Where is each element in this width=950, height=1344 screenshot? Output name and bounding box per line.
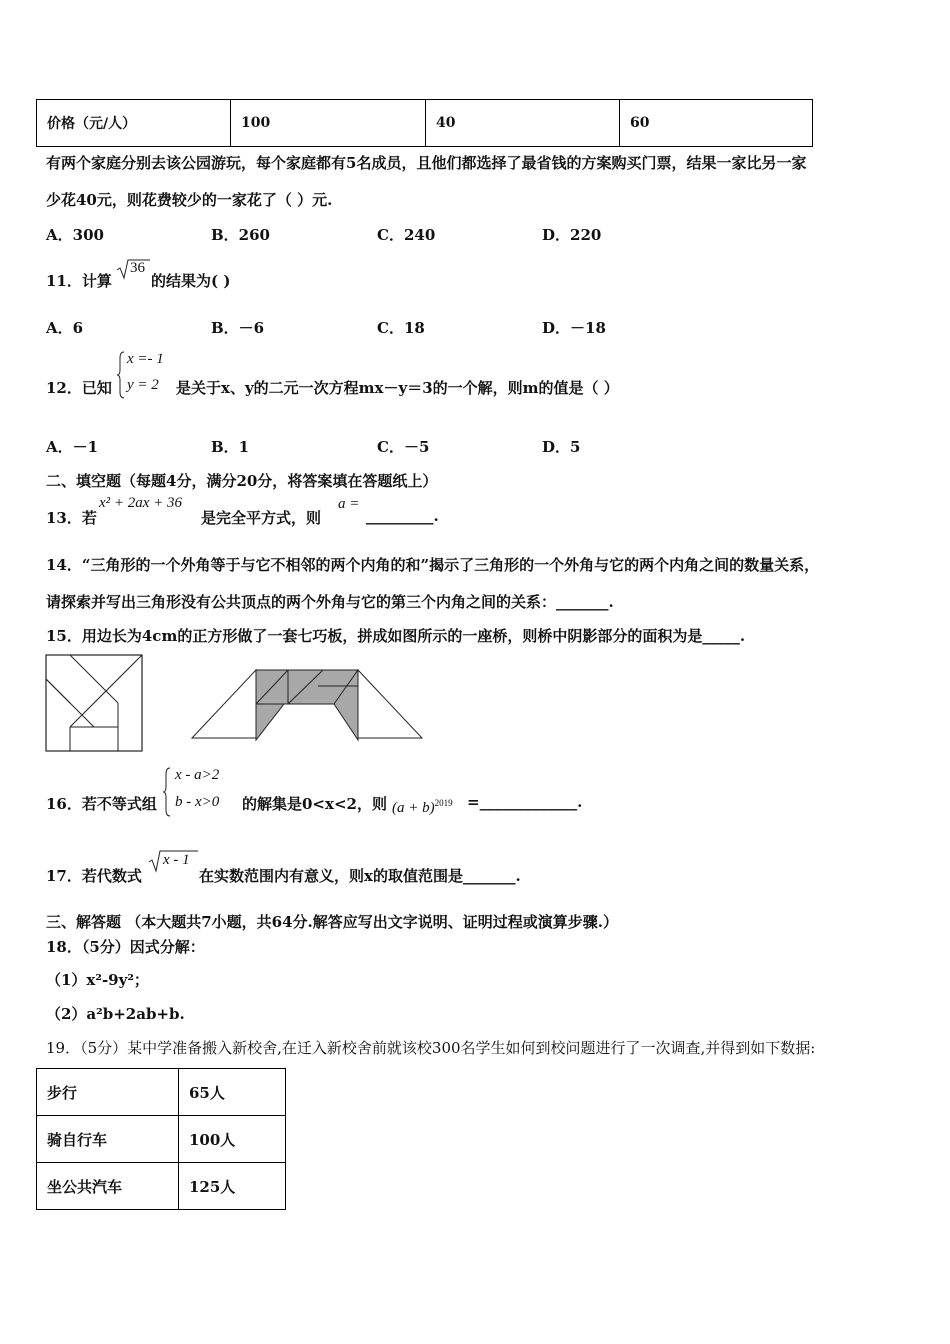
table-row xyxy=(37,1069,286,1116)
table-cell: 坐公共汽车 xyxy=(37,1163,179,1210)
q10-option-d: D．220 xyxy=(542,226,602,244)
table-cell: 125人 xyxy=(179,1163,286,1210)
q10-option-b: B．260 xyxy=(211,226,270,244)
table-cell: 价格（元/人） xyxy=(37,100,231,147)
q18-title: 18．（5分）因式分解： xyxy=(46,938,205,956)
table-cell: 40 xyxy=(426,100,620,147)
q11-option-a: A．6 xyxy=(46,319,84,337)
tangram-square-figure xyxy=(44,653,144,753)
price-table xyxy=(36,99,813,147)
q16-exponent: 2019 xyxy=(434,798,453,808)
inequality-system xyxy=(162,766,242,818)
q16-expression xyxy=(392,798,453,817)
table-cell: 骑自行车 xyxy=(37,1116,179,1163)
table-cell: 60 xyxy=(620,100,813,147)
system-line-2: b - x>0 xyxy=(175,794,220,810)
q14-text-line2: 请探索并写出三角形没有公共顶点的两个外角与它的第三个内角之间的关系：_______. xyxy=(46,593,614,611)
q16-prefix: 16．若不等式组 xyxy=(46,795,157,813)
equation-system xyxy=(116,350,176,400)
table-cell: 65人 xyxy=(179,1069,286,1116)
q16-base: (a + b) xyxy=(392,800,435,816)
table-row xyxy=(37,100,813,147)
section-2-heading: 二、填空题（每题4分，满分20分，将答案填在答题纸上） xyxy=(46,472,438,490)
sqrt-36 xyxy=(116,258,150,280)
table-row xyxy=(37,1116,286,1163)
table-cell: 步行 xyxy=(37,1069,179,1116)
q17-suffix: 在实数范围内有意义，则x的取值范围是_______. xyxy=(199,867,521,885)
q18-part-2: （2）a²b+2ab+b. xyxy=(46,1005,185,1023)
q13-expression: x² + 2ax + 36 xyxy=(99,495,183,511)
q12-suffix: 是关于x、y的二元一次方程mx－y＝3的一个解，则m的值是（ ） xyxy=(176,379,619,397)
radicand: x - 1 xyxy=(163,852,190,868)
q15-text: 15．用边长为4cm的正方形做了一套七巧板，拼成如图所示的一座桥，则桥中阴影部分的面积为是_____. xyxy=(46,627,746,645)
table-row xyxy=(37,1163,286,1210)
q12-option-a: A．－1 xyxy=(46,438,99,456)
q10-option-c: C．240 xyxy=(377,226,436,244)
q18-part-1: （1）x²-9y²； xyxy=(46,971,149,989)
q10-text-line1: 有两个家庭分别去该公园游玩，每个家庭都有5名成员，且他们都选择了最省钱的方案购买门票，结果一家比另一家 xyxy=(46,154,807,172)
section-3-heading: 三、解答题 （本大题共7小题，共64分.解答应写出文字说明、证明过程或演算步骤.） xyxy=(46,913,618,931)
radicand: 36 xyxy=(130,260,145,276)
bridge-figure xyxy=(188,664,428,744)
q12-prefix: 12．已知 xyxy=(46,379,112,397)
q16-middle: 的解集是0<x<2，则 xyxy=(242,795,387,813)
q11-suffix: 的结果为( ) xyxy=(151,272,231,290)
survey-table xyxy=(36,1068,286,1210)
q11-prefix: 11．计算 xyxy=(46,272,112,290)
system-line-1: x =- 1 xyxy=(127,351,164,367)
system-line-2: y = 2 xyxy=(127,377,159,393)
table-cell: 100 xyxy=(231,100,426,147)
q13-variable: a = xyxy=(338,496,360,512)
brace-icon xyxy=(162,766,172,818)
table-cell: 100人 xyxy=(179,1116,286,1163)
sqrt-x-minus-1 xyxy=(148,849,198,873)
q13-answer-blank: _________. xyxy=(366,507,439,525)
q16-answer-blank: =_____________. xyxy=(467,793,583,811)
q12-option-c: C．－5 xyxy=(377,438,430,456)
q11-option-c: C．18 xyxy=(377,319,425,337)
q14-text-line1: 14．“三角形的一个外角等于与它不相邻的两个内角的和”揭示了三角形的一个外角与它的两个内角之间的数量关系， xyxy=(46,556,820,574)
q10-text-line2: 少花40元，则花费较少的一家花了（ ）元. xyxy=(46,191,333,209)
system-line-1: x - a>2 xyxy=(175,767,220,783)
q11-option-b: B．－6 xyxy=(211,319,265,337)
q12-option-d: D．5 xyxy=(542,438,581,456)
q17-prefix: 17．若代数式 xyxy=(46,867,142,885)
q13-middle: 是完全平方式，则 xyxy=(201,509,322,527)
q10-option-a: A．300 xyxy=(46,226,104,244)
q11-option-d: D．－18 xyxy=(542,319,606,337)
q12-option-b: B．1 xyxy=(211,438,250,456)
brace-icon xyxy=(116,350,126,400)
q19-text: 19．（5分）某中学准备搬入新校舍,在迁入新校舍前就该校300名学生如何到校问题进行了一次调查,并得到如下数据: xyxy=(46,1039,816,1057)
q13-prefix: 13．若 xyxy=(46,509,97,527)
